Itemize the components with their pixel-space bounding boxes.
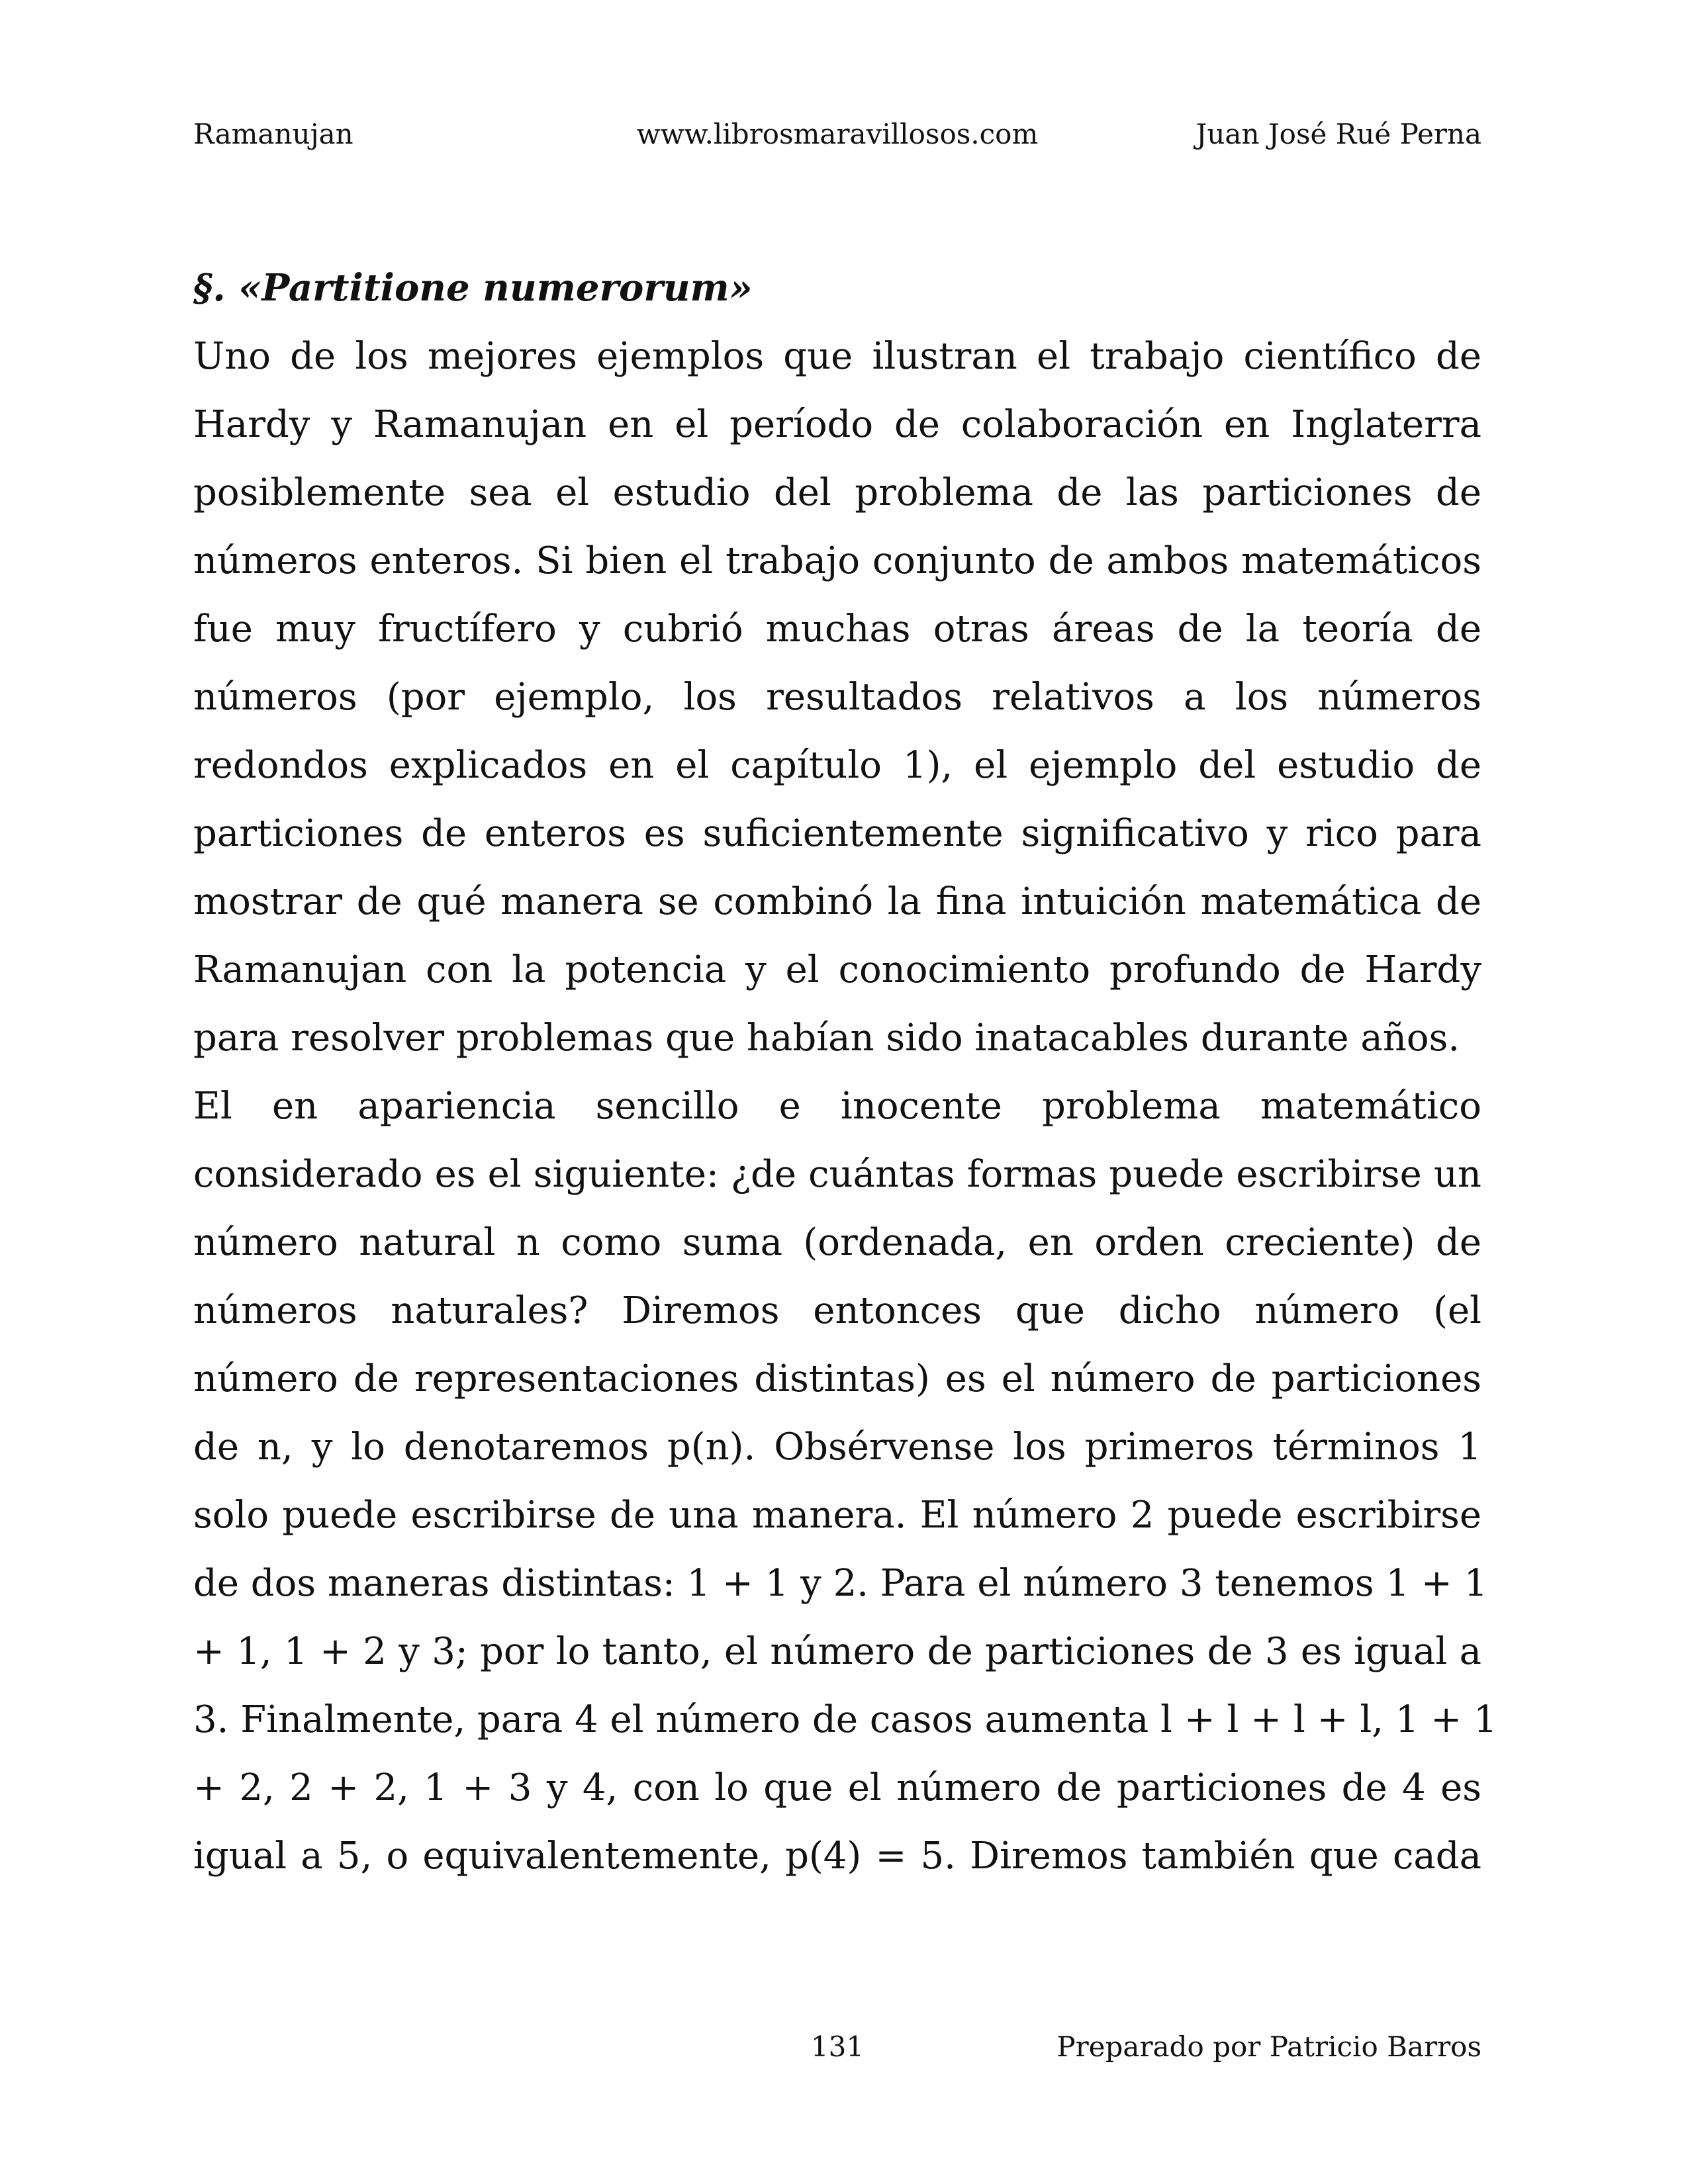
text-line: Uno de los mejores ejemplos que ilustran el trabajo científico de [193, 335, 1481, 378]
page-header [193, 111, 1481, 158]
text-line: considerado es el siguiente: ¿de cuántas formas puede escribirse un [193, 1153, 1481, 1196]
text-line: números naturales? Diremos entonces que dicho número (el [193, 1289, 1481, 1332]
text-line: números enteros. Si bien el trabajo conjunto de ambos matemáticos [193, 539, 1481, 582]
text-line: + 1, 1 + 2 y 3; por lo tanto, el número de particiones de 3 es igual a [193, 1630, 1481, 1673]
text-line: para resolver problemas que habían sido inatacables durante años. [193, 1017, 1460, 1060]
text-line: de dos maneras distintas: 1 + 1 y 2. Para el número 3 tenemos 1 + 1 [193, 1562, 1488, 1605]
header-book-title: Ramanujan [193, 118, 353, 150]
page-number: 131 [810, 2030, 865, 2063]
prepared-by: Preparado por Patricio Barros [1056, 2030, 1481, 2063]
text-line: + 2, 2 + 2, 1 + 3 y 4, con lo que el número de particiones de 4 es [193, 1766, 1481, 1809]
text-line: igual a 5, o equivalentemente, p(4) = 5. Diremos también que cada [193, 1835, 1481, 1878]
text-line: redondos explicados en el capítulo 1), el ejemplo del estudio de [193, 744, 1481, 787]
text-line: Ramanujan con la potencia y el conocimiento profundo de Hardy [193, 948, 1481, 991]
text-line: posiblemente sea el estudio del problema de las particiones de [193, 471, 1481, 514]
text-line: números (por ejemplo, los resultados relativos a los números [193, 676, 1481, 719]
section-title: §. «Partitione numerorum» [193, 266, 753, 310]
paragraph-1 [193, 322, 1481, 1072]
text-line: El en apariencia sencillo e inocente problema matemático [193, 1085, 1481, 1128]
text-line: fue muy fructífero y cubrió muchas otras áreas de la teoría de [193, 608, 1481, 651]
text-line: solo puede escribirse de una manera. El número 2 puede escribirse [193, 1494, 1481, 1537]
header-website: www.librosmaravillosos.com [636, 118, 1039, 150]
paragraph-2 [193, 1072, 1497, 1890]
text-line: número de representaciones distintas) es el número de particiones [193, 1357, 1481, 1400]
text-line: Hardy y Ramanujan en el período de colaboración en Inglaterra [193, 403, 1481, 446]
text-line: mostrar de qué manera se combinó la fina intuición matemática de [193, 880, 1481, 923]
text-line: particiones de enteros es suficientemente significativo y rico para [193, 812, 1481, 855]
text-line: de n, y lo denotaremos p(n). Obsérvense los primeros términos 1 [193, 1426, 1481, 1469]
page-content [193, 261, 1497, 1890]
text-line: número natural n como suma (ordenada, en orden creciente) de [193, 1221, 1481, 1264]
page-footer [193, 2024, 1481, 2070]
header-author: Juan José Rué Perna [1196, 118, 1481, 150]
text-line: 3. Finalmente, para 4 el número de casos aumenta l + l + l + l, 1 + 1 [193, 1698, 1497, 1741]
